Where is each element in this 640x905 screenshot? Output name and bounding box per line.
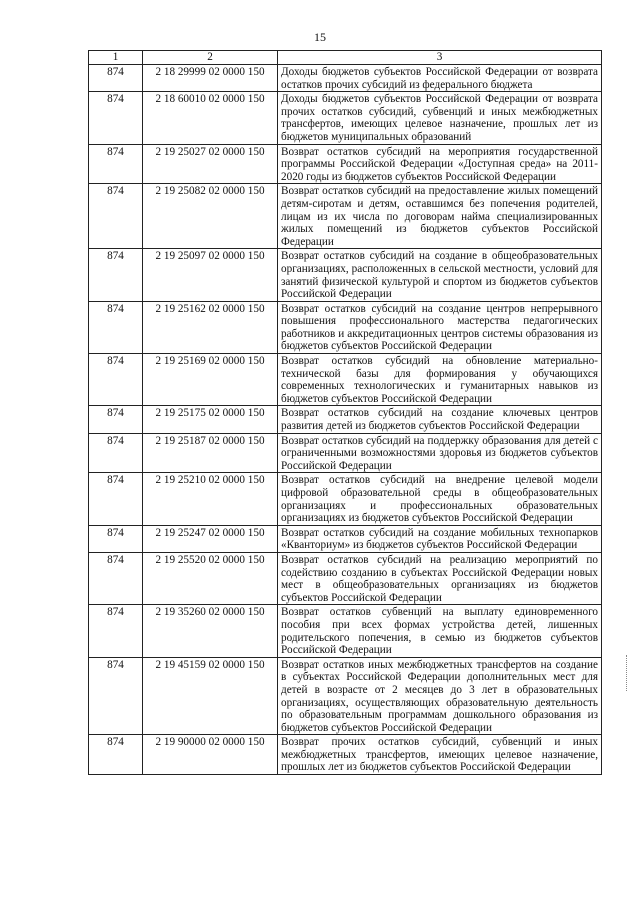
- budget-code-cell: 2 19 90000 02 0000 150: [143, 735, 278, 775]
- table-header-row: [89, 51, 602, 65]
- budget-code-cell: 2 18 29999 02 0000 150: [143, 65, 278, 92]
- budget-code-cell: 2 19 25210 02 0000 150: [143, 473, 278, 525]
- table-row: [89, 433, 602, 473]
- table-row: [89, 92, 602, 144]
- admin-code-cell: 874: [89, 605, 143, 657]
- admin-code-cell: 874: [89, 92, 143, 144]
- budget-code-cell: 2 19 25162 02 0000 150: [143, 301, 278, 353]
- margin-scan-mark: [626, 655, 630, 691]
- admin-code-cell: 874: [89, 184, 143, 249]
- table-row: [89, 354, 602, 406]
- revenue-name-cell: Доходы бюджетов субъектов Российской Федерации от возврата остатков прочих субсидий из федерального бюджета: [278, 65, 602, 92]
- table-row: [89, 525, 602, 552]
- column-header-name: 3: [278, 51, 602, 65]
- revenue-name-cell: Возврат остатков иных межбюджетных трансфертов на создание в субъектах Российской Федерации дополнительных мест для детей в возрасте от 2 месяцев до 3 лет в образовательных организациях, осуществляющих образовательную деятельность по образовательным программам дошкольного образования из бюджетов субъектов Российской Федерации: [278, 657, 602, 735]
- admin-code-cell: 874: [89, 473, 143, 525]
- admin-code-cell: 874: [89, 657, 143, 735]
- admin-code-cell: 874: [89, 525, 143, 552]
- table-row: [89, 301, 602, 353]
- revenue-name-cell: Возврат остатков субсидий на внедрение целевой модели цифровой образовательной среды в общеобразовательных организациях и профессиональных образовательных организациях из бюджетов субъектов Российской Федерации: [278, 473, 602, 525]
- page-number: 15: [314, 30, 326, 44]
- admin-code-cell: 874: [89, 301, 143, 353]
- admin-code-cell: 874: [89, 65, 143, 92]
- budget-code-cell: 2 19 25187 02 0000 150: [143, 433, 278, 473]
- admin-code-cell: 874: [89, 406, 143, 433]
- budget-code-cell: 2 19 25175 02 0000 150: [143, 406, 278, 433]
- admin-code-cell: 874: [89, 735, 143, 775]
- revenue-name-cell: Возврат прочих остатков субсидий, субвенций и иных межбюджетных трансфертов, имеющих целевое назначение, прошлых лет из бюджетов субъектов Российской Федерации: [278, 735, 602, 775]
- table-row: [89, 552, 602, 604]
- revenue-name-cell: Доходы бюджетов субъектов Российской Федерации от возврата прочих остатков субсидий, субвенций и иных межбюджетных трансфертов, имеющих целевое назначение, прошлых лет из бюджетов муниципальных образований: [278, 92, 602, 144]
- budget-code-cell: 2 19 25097 02 0000 150: [143, 249, 278, 301]
- budget-code-cell: 2 18 60010 02 0000 150: [143, 92, 278, 144]
- budget-code-cell: 2 19 25082 02 0000 150: [143, 184, 278, 249]
- admin-code-cell: 874: [89, 249, 143, 301]
- table-row: [89, 144, 602, 184]
- admin-code-cell: 874: [89, 552, 143, 604]
- table-row: [89, 406, 602, 433]
- table-row: [89, 605, 602, 657]
- budget-code-cell: 2 19 45159 02 0000 150: [143, 657, 278, 735]
- budget-codes-table: [88, 50, 602, 775]
- table-row: [89, 249, 602, 301]
- table-row: [89, 184, 602, 249]
- table-row: [89, 657, 602, 735]
- budget-code-cell: 2 19 35260 02 0000 150: [143, 605, 278, 657]
- revenue-name-cell: Возврат остатков субсидий на реализацию мероприятий по содействию созданию в субъектах Российской Федерации новых мест в общеобразовательных организациях из бюджетов субъектов Российской Федерации: [278, 552, 602, 604]
- revenue-name-cell: Возврат остатков субсидий на создание мобильных технопарков «Кванториум» из бюджетов субъектов Российской Федерации: [278, 525, 602, 552]
- revenue-name-cell: Возврат остатков субвенций на выплату единовременного пособия при всех формах устройства детей, лишенных родительского попечения, в семью из бюджетов субъектов Российской Федерации: [278, 605, 602, 657]
- revenue-name-cell: Возврат остатков субсидий на обновление материально-технической базы для формирования у обучающихся современных технологических и гуманитарных навыков из бюджетов субъектов Российской Федерации: [278, 354, 602, 406]
- table-row: [89, 65, 602, 92]
- column-header-admin: 1: [89, 51, 143, 65]
- budget-code-cell: 2 19 25247 02 0000 150: [143, 525, 278, 552]
- revenue-name-cell: Возврат остатков субсидий на создание в общеобразовательных организациях, расположенных в сельской местности, условий для занятий физической культурой и спортом из бюджетов субъектов Российской Федерации: [278, 249, 602, 301]
- budget-code-cell: 2 19 25027 02 0000 150: [143, 144, 278, 184]
- table-body: [89, 65, 602, 775]
- admin-code-cell: 874: [89, 354, 143, 406]
- admin-code-cell: 874: [89, 433, 143, 473]
- revenue-name-cell: Возврат остатков субсидий на создание центров непрерывного повышения профессионального мастерства педагогических работников и аккредитационных центров системы образования из бюджетов субъектов Российской Федерации: [278, 301, 602, 353]
- budget-code-cell: 2 19 25520 02 0000 150: [143, 552, 278, 604]
- budget-code-cell: 2 19 25169 02 0000 150: [143, 354, 278, 406]
- table-row: [89, 735, 602, 775]
- column-header-code: 2: [143, 51, 278, 65]
- table-row: [89, 473, 602, 525]
- revenue-name-cell: Возврат остатков субсидий на мероприятия государственной программы Российской Федерации «Доступная среда» на 2011-2020 годы из бюджетов субъектов Российской Федерации: [278, 144, 602, 184]
- revenue-name-cell: Возврат остатков субсидий на предоставление жилых помещений детям-сиротам и детям, оставшимся без попечения родителей, лицам из их числа по договорам найма специализированных жилых помещений из бюджетов субъектов Российской Федерации: [278, 184, 602, 249]
- admin-code-cell: 874: [89, 144, 143, 184]
- revenue-name-cell: Возврат остатков субсидий на создание ключевых центров развития детей из бюджетов субъектов Российской Федерации: [278, 406, 602, 433]
- revenue-name-cell: Возврат остатков субсидий на поддержку образования для детей с ограниченными возможностями здоровья из бюджетов субъектов Российской Федерации: [278, 433, 602, 473]
